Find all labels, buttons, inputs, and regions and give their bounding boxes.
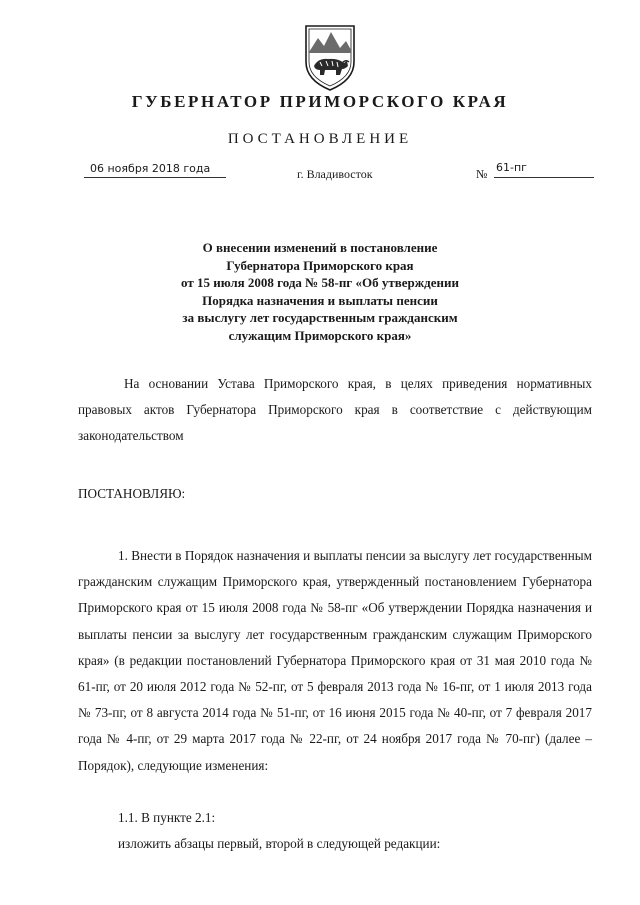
issuing-authority: ГУБЕРНАТОР ПРИМОРСКОГО КРАЯ (131, 92, 509, 111)
preamble-paragraph: На основании Устава Приморского края, в целях приведения нормативных правовых актов Губернатора Приморского края в соответствие с действующим законодательством (78, 376, 592, 444)
title-line: Губернатора Приморского края (226, 257, 414, 273)
coat-of-arms-emblem (298, 22, 362, 94)
resolve-heading: ПОСТАНОВЛЯЮ: (78, 486, 186, 501)
item-1-paragraph: 1. Внести в Порядок назначения и выплаты пенсии за выслугу лет государственным гражданским служащим Приморского края, утвержденный постановлением Губернатора Приморского края от 15 июля 2008 года № 58-пг «Об утверждении Порядка назначения и выплаты пенсии за выслугу лет государственным гражданским служащим Приморского края» (в редакции постановлений Губернатора Приморского края от 31 мая 2010 года № 61-пг, от 20 июля 2012 года № 52-пг, от 5 февраля 2013 года № 16-пг, от 1 июля 2013 года № 73-пг, от 8 августа 2014 года № 51-пг, от 16 июня 2015 года № 40-пг, от 7 февраля 2017 года № 4-пг, от 29 марта 2017 года № 22-пг, от 24 ноября 2017 года № 70-пг) (далее – Порядок), следующие изменения: (78, 548, 592, 773)
document-date: 06 ноября 2018 года (84, 162, 226, 178)
document-type: ПОСТАНОВЛЕНИЕ (227, 131, 413, 147)
item-1-1-text: изложить абзацы первый, второй в следующей редакции: (118, 836, 441, 851)
item-1-1-heading: 1.1. В пункте 2.1: (118, 810, 216, 825)
document-number-label: № (476, 167, 488, 181)
title-line: Порядка назначения и выплаты пенсии (202, 292, 438, 308)
document-number: 61-пг (494, 161, 594, 178)
title-line: за выслугу лет государственным гражданским (182, 310, 458, 325)
title-line: от 15 июля 2008 года № 58-пг «Об утверждении (181, 275, 459, 290)
title-line: О внесении изменений в постановление (202, 240, 438, 255)
document-city: г. Владивосток (297, 167, 373, 181)
document-title (60, 239, 580, 344)
title-line: служащим Приморского края» (228, 327, 412, 343)
